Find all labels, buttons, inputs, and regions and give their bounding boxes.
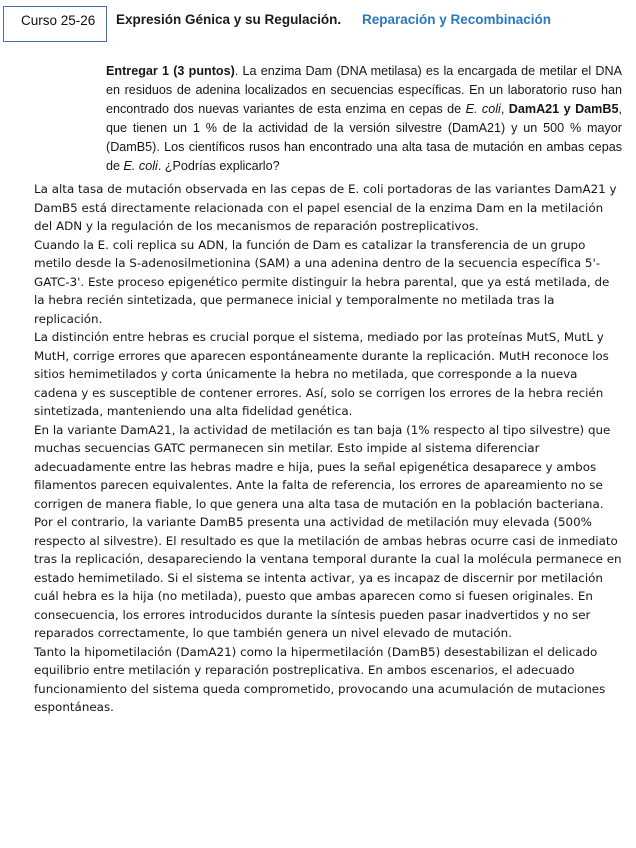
variant-names: DamA21 y DamB5 — [508, 102, 619, 116]
page-header — [0, 6, 636, 42]
question-text: , — [500, 102, 509, 116]
answer-paragraph: Tanto la hipometilación (DamA21) como la hipermetilación (DamB5) desestabilizan el delicado equilibrio entre metilación y reparación postreplicativa. En ambos escenarios, el adecuado funcionamiento del sistema queda comprometido, provocando una acumulación de mutaciones espontáneas. — [34, 644, 606, 714]
answer-paragraph: Cuando la E. coli replica su ADN, la función de Dam es catalizar la transferencia de un grupo metilo desde la S-adenosilmetionina (SAM) a una adenina dentro de la secuencia específica 5'-GATC-3'. Este proceso epigenético permite distinguir la hebra parental, que ya está metilada, de la hebra recién sintetizada, que permanece inicial y temporalmente no metilada tras la replicación. — [34, 237, 610, 326]
header-title: Expresión Génica y su Regulación. — [116, 12, 342, 27]
question-label: Entregar 1 (3 puntos) — [106, 64, 235, 78]
course-badge: Curso 25-26 — [3, 6, 107, 42]
answer-paragraph: La alta tasa de mutación observada en las cepas de E. coli portadoras de las variantes DamA21 y DamB5 está directamente relacionada con el papel esencial de la enzima Dam en la metilación del ADN y la regulación de los mecanismos de reparación postreplicativos. — [34, 182, 617, 233]
organism-name: E. coli — [123, 159, 158, 173]
answer-paragraph: La distinción entre hebras es crucial porque el sistema, mediado por las proteínas MutS, MutL y MutH, corrige errores que aparecen espontáneamente durante la replicación. MutH reconoce los sitios hemimetilados y corta únicamente la hebra no metilada, que corresponde a la nueva cadena y es susceptible de contener errores. Así, solo se corrigen los errores de la hebra recién sintetizada, manteniendo una alta fidelidad genética. — [34, 330, 609, 418]
question-text: , que tienen un 1 % de la actividad de la versión silvestre (DamA21) y un 500 % mayor (DamB5). Los científicos rusos han encontrado una alta tasa de mutación en ambas cepas de — [106, 102, 622, 173]
header-subtitle: Reparación y Recombinación — [362, 12, 552, 27]
question-text: . ¿Podrías explicarlo? — [157, 159, 280, 173]
answer-paragraph: Por el contrario, la variante DamB5 presenta una actividad de metilación muy elevada (500% respecto al silvestre). El resultado es que la metilación de ambas hebras ocurre casi de inmediato tras la replicación, desapareciendo la ventana temporal durante la cual la molécula permanece en estado hemimetilado. Si el sistema se intenta activar, ya es incapaz de discernir por metilación cuál hebra es la hija (no metilada), puesto que ambas aparecen como si fuesen originales. En consecuencia, los errores introducidos durante la síntesis pueden pasar inadvertidos y no ser reparados correctamente, lo que también genera un nivel elevado de mutación. — [34, 515, 622, 640]
answer-block — [34, 180, 622, 717]
organism-name: E. coli — [465, 102, 501, 116]
question-text: . La enzima Dam (DNA metilasa) es la encargada de metilar el DNA en residuos de adenina localizados en secuencias específicas. En un laboratorio ruso han encontrado dos nuevas variantes de esta enzima en cepas de — [106, 64, 623, 116]
answer-paragraph: En la variante DamA21, la actividad de metilación es tan baja (1% respecto al tipo silvestre) que muchas secuencias GATC permanecen sin metilar. Esto impide al sistema diferenciar adecuadamente entre las hebras madre e hija, pues la señal epigenética desaparece y ambos filamentos parecen equivalentes. Ante la falta de referencia, los errores de apareamiento no se corrigen de manera fiable, lo que genera una alta tasa de mutación en la población bacteriana. — [34, 422, 611, 511]
question-block — [106, 62, 622, 176]
